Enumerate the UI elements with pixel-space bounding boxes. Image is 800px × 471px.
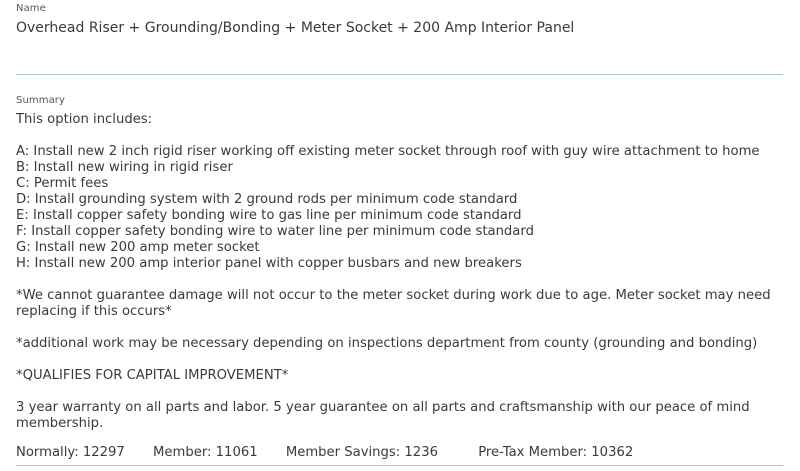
summary-item-e: E: Install copper safety bonding wire to gas line per minimum code standard [16, 208, 522, 223]
summary-item-f: F: Install copper safety bonding wire to water line per minimum code standard [16, 224, 534, 239]
summary-intro: This option includes: [16, 112, 153, 127]
pricing-row [16, 445, 633, 460]
note-damage: *We cannot guarantee damage will not occur to the meter socket during work due to age. Meter socket may need replacing if this occurs* [16, 288, 771, 319]
summary-item-c: C: Permit fees [16, 176, 109, 191]
name-value: Overhead Riser + Grounding/Bonding + Meter Socket + 200 Amp Interior Panel [16, 20, 575, 36]
name-label: Name [16, 3, 46, 14]
warranty-text: 3 year warranty on all parts and labor. 5 year guarantee on all parts and craftsmanship with our peace of mind membership. [16, 400, 750, 431]
summary-item-b: B: Install new wiring in rigid riser [16, 160, 233, 175]
note-additional: *additional work may be necessary depending on inspections department from county (grounding and bonding) [16, 336, 758, 351]
name-divider [16, 74, 783, 75]
summary-item-d: D: Install grounding system with 2 ground rods per minimum code standard [16, 192, 518, 207]
summary-item-h: H: Install new 200 amp interior panel with copper busbars and new breakers [16, 256, 522, 271]
price-member-savings: Member Savings: 1236 [285, 445, 438, 460]
summary-text [16, 112, 786, 432]
pricing-divider [16, 465, 783, 466]
note-capital-improvement: *QUALIFIES FOR CAPITAL IMPROVEMENT* [16, 368, 289, 383]
price-member: Member: 11061 [153, 445, 258, 460]
summary-label: Summary [16, 95, 66, 106]
summary-item-g: G: Install new 200 amp meter socket [16, 240, 260, 255]
summary-item-a: A: Install new 2 inch rigid riser working off existing meter socket through roof with guy wire attachment to home [16, 144, 760, 159]
price-pretax-member: Pre-Tax Member: 10362 [478, 445, 634, 460]
price-normally: Normally: 12297 [16, 445, 125, 460]
